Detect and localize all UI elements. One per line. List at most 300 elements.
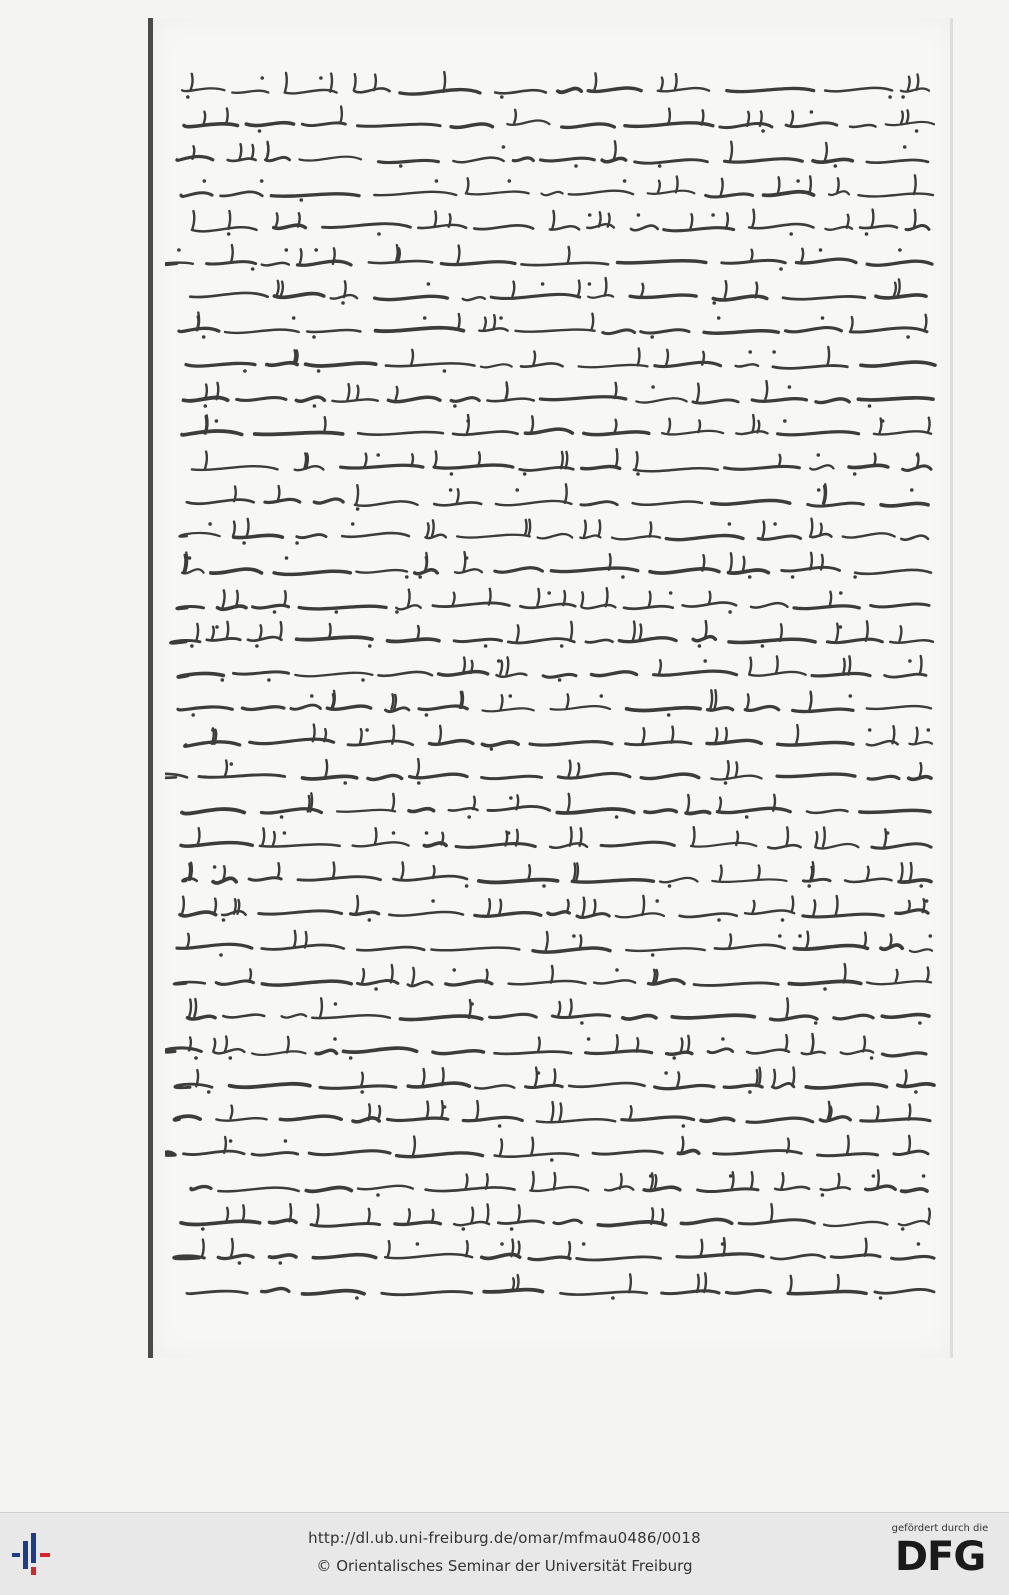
ink-stroke	[432, 520, 434, 536]
ink-stroke	[212, 627, 214, 639]
ink-stroke	[455, 569, 482, 573]
ink-stroke	[801, 249, 803, 262]
ink-stroke	[312, 1015, 390, 1018]
ink-stroke	[358, 124, 441, 126]
ink-stroke	[356, 570, 407, 573]
ink-stroke	[378, 1106, 380, 1120]
ink-stroke	[712, 500, 790, 504]
ink-dot	[839, 591, 843, 595]
ink-stroke	[763, 522, 765, 538]
manuscript-line	[165, 722, 950, 752]
ink-stroke	[221, 192, 263, 196]
ink-stroke	[843, 659, 845, 675]
ink-dot	[427, 282, 431, 286]
ink-stroke	[687, 795, 689, 812]
ink-stroke	[720, 866, 722, 880]
ink-stroke	[572, 880, 653, 882]
ink-stroke	[776, 656, 778, 673]
ink-stroke	[223, 1015, 264, 1018]
ink-dot	[839, 625, 843, 629]
ink-stroke	[808, 503, 864, 506]
ink-stroke	[174, 982, 205, 984]
ink-stroke	[396, 245, 398, 261]
ink-stroke	[369, 261, 432, 263]
ink-stroke	[303, 776, 357, 779]
ink-stroke	[790, 1276, 792, 1293]
ink-stroke	[432, 1210, 434, 1223]
ink-stroke	[816, 832, 818, 846]
ink-dot	[853, 575, 857, 579]
ink-stroke	[593, 1151, 662, 1154]
ink-stroke	[184, 124, 238, 127]
ink-stroke	[717, 808, 790, 812]
ink-stroke	[680, 914, 737, 917]
ink-stroke	[417, 626, 419, 640]
ink-stroke	[499, 900, 501, 915]
ink-dot	[865, 232, 869, 236]
ink-dot	[772, 350, 776, 354]
ink-stroke	[357, 386, 359, 400]
ink-dot	[425, 831, 429, 835]
ink-stroke	[825, 143, 827, 160]
ink-stroke	[630, 295, 696, 297]
ink-stroke	[260, 625, 262, 639]
ink-stroke	[340, 107, 342, 124]
ink-stroke	[540, 397, 625, 400]
ink-stroke	[899, 1221, 929, 1225]
ink-stroke	[344, 281, 346, 297]
ink-stroke	[236, 591, 238, 607]
ink-stroke	[431, 948, 519, 951]
ink-stroke	[697, 384, 699, 401]
ink-stroke	[655, 1085, 714, 1088]
ink-stroke	[537, 589, 539, 605]
ink-stroke	[751, 250, 753, 262]
ink-stroke	[278, 863, 280, 878]
ink-stroke	[658, 88, 709, 91]
ink-stroke	[671, 727, 673, 743]
ink-dot	[443, 1105, 447, 1109]
ink-dot	[664, 1071, 668, 1075]
ink-stroke	[778, 742, 853, 745]
ink-stroke	[520, 604, 575, 608]
ink-stroke	[240, 144, 242, 159]
ink-stroke	[812, 673, 870, 676]
ink-stroke	[434, 211, 436, 226]
ink-dot	[452, 968, 456, 972]
ink-stroke	[658, 181, 660, 193]
ink-dot	[778, 934, 782, 938]
ink-dot	[658, 164, 662, 168]
ink-stroke	[894, 1151, 928, 1154]
ink-dot	[667, 713, 671, 717]
ink-dot	[251, 267, 255, 271]
manuscript-line	[165, 242, 950, 272]
ink-stroke	[517, 625, 519, 641]
manuscript-line	[165, 928, 950, 958]
ink-stroke	[909, 1105, 911, 1120]
ink-stroke	[551, 966, 553, 983]
ink-stroke	[344, 1048, 417, 1052]
ink-dot	[761, 644, 765, 648]
ink-stroke	[811, 519, 813, 536]
ink-dot	[721, 1242, 725, 1246]
ink-dot	[498, 1124, 502, 1128]
ink-stroke	[793, 709, 853, 711]
ink-stroke	[182, 88, 224, 91]
ink-dot	[542, 884, 546, 888]
ink-stroke	[223, 590, 225, 606]
ink-stroke	[643, 728, 645, 743]
ink-dot	[292, 316, 296, 320]
ink-stroke	[645, 810, 676, 813]
ink-stroke	[252, 1051, 305, 1055]
ink-stroke	[386, 363, 475, 366]
ink-stroke	[190, 293, 268, 297]
ink-dot	[807, 884, 811, 888]
ink-stroke	[374, 192, 456, 196]
ink-dot	[418, 575, 422, 579]
ink-stroke	[516, 795, 518, 809]
ink-stroke	[518, 1242, 520, 1257]
ink-stroke	[701, 1118, 734, 1121]
ink-stroke	[633, 502, 702, 505]
ink-stroke	[739, 1220, 814, 1224]
manuscript-line	[165, 104, 950, 134]
ink-dot	[901, 1227, 905, 1231]
ink-stroke	[484, 318, 486, 330]
ink-stroke	[351, 912, 379, 914]
ink-stroke	[598, 520, 600, 536]
manuscript-line	[165, 893, 950, 923]
ink-stroke	[616, 1035, 618, 1051]
ink-dot	[208, 522, 212, 526]
ink-dot	[465, 884, 469, 888]
ink-stroke	[453, 593, 455, 605]
ink-stroke	[191, 74, 193, 89]
ink-stroke	[409, 809, 434, 812]
ink-stroke	[626, 742, 691, 745]
ink-stroke	[640, 625, 642, 640]
ink-dot	[849, 694, 853, 698]
ink-stroke	[379, 672, 433, 676]
ink-stroke	[719, 798, 721, 811]
ink-stroke	[866, 621, 868, 641]
ink-stroke	[389, 912, 463, 916]
ink-stroke	[825, 88, 892, 91]
ink-stroke	[353, 1118, 379, 1122]
ink-dot	[910, 488, 914, 492]
ink-stroke	[199, 775, 285, 777]
ink-stroke	[760, 112, 762, 126]
ink-stroke	[486, 1174, 488, 1188]
ink-stroke	[434, 465, 513, 468]
ink-dot	[260, 179, 264, 183]
ink-dot	[230, 762, 234, 766]
ink-stroke	[773, 366, 847, 369]
ink-dot	[507, 831, 511, 835]
ink-stroke	[511, 1240, 513, 1257]
ink-stroke	[592, 672, 637, 676]
ink-dot	[773, 522, 777, 526]
ink-stroke	[189, 1000, 191, 1017]
ink-stroke	[513, 282, 515, 297]
ink-stroke	[725, 728, 727, 742]
ink-stroke	[850, 125, 876, 127]
ink-stroke	[642, 284, 644, 295]
ink-stroke	[426, 1187, 515, 1191]
ink-stroke	[458, 246, 460, 263]
ink-dot	[510, 1227, 514, 1231]
ink-stroke	[569, 191, 633, 195]
ink-stroke	[560, 1104, 562, 1121]
ink-stroke	[810, 553, 812, 570]
ink-stroke	[928, 418, 930, 433]
ink-stroke	[759, 1068, 761, 1086]
ink-stroke	[606, 588, 608, 606]
ink-stroke	[320, 1086, 396, 1088]
ink-stroke	[454, 639, 501, 641]
ink-stroke	[281, 282, 283, 295]
ink-stroke	[514, 110, 516, 123]
ink-stroke	[829, 592, 831, 607]
ink-dot	[655, 899, 659, 903]
ink-dot	[280, 815, 284, 819]
ink-dot	[377, 232, 381, 236]
ink-stroke	[458, 314, 460, 330]
page-edge	[950, 18, 953, 1358]
ink-stroke	[518, 1205, 520, 1222]
ink-stroke	[614, 141, 616, 159]
ink-stroke	[676, 177, 678, 193]
ink-stroke	[616, 913, 664, 917]
ink-stroke	[531, 1138, 533, 1155]
ink-dot	[343, 781, 347, 785]
ink-stroke	[464, 552, 466, 571]
ink-dot	[587, 1037, 591, 1041]
ink-stroke	[181, 1221, 260, 1224]
ink-stroke	[382, 1292, 472, 1295]
ink-stroke	[920, 656, 922, 674]
ink-stroke	[355, 501, 418, 505]
ink-dot	[443, 369, 447, 373]
ink-stroke	[668, 419, 670, 432]
ink-stroke	[927, 968, 929, 982]
ink-stroke	[182, 431, 242, 435]
ink-stroke	[841, 1050, 873, 1054]
ink-stroke	[488, 399, 534, 402]
ink-stroke	[271, 194, 359, 196]
ink-dot	[588, 282, 592, 286]
manuscript-line	[165, 859, 950, 889]
ink-stroke	[294, 350, 296, 363]
ink-stroke	[867, 867, 869, 880]
ink-dot	[417, 781, 421, 785]
ink-stroke	[749, 658, 751, 674]
ink-stroke	[262, 809, 322, 813]
ink-stroke	[361, 1073, 363, 1087]
ink-stroke	[457, 535, 530, 538]
ink-stroke	[821, 1187, 850, 1190]
ink-stroke	[489, 589, 491, 605]
ink-stroke	[270, 1255, 296, 1257]
ink-stroke	[901, 88, 929, 91]
ink-stroke	[355, 88, 390, 92]
ink-stroke	[816, 399, 849, 403]
ink-stroke	[233, 522, 235, 537]
ink-stroke	[354, 74, 356, 90]
ink-stroke	[285, 73, 287, 92]
ink-dot	[431, 899, 435, 903]
manuscript-line	[165, 1065, 950, 1095]
ink-dot	[295, 541, 299, 545]
ink-stroke	[681, 1219, 731, 1223]
manuscript-line	[165, 70, 950, 100]
ink-stroke	[823, 828, 825, 847]
ink-stroke	[758, 536, 800, 539]
ink-stroke	[735, 762, 737, 777]
ink-stroke	[636, 398, 686, 402]
ink-stroke	[882, 1053, 926, 1056]
ink-stroke	[551, 568, 637, 572]
ink-stroke	[463, 297, 485, 300]
ink-dot	[215, 625, 219, 629]
ink-stroke	[843, 533, 895, 537]
ink-stroke	[543, 674, 576, 677]
ink-dot	[717, 918, 721, 922]
ink-stroke	[330, 74, 332, 92]
ink-dot	[623, 179, 627, 183]
footer-bar	[0, 1512, 1009, 1595]
manuscript-line	[165, 516, 950, 546]
ink-stroke	[675, 74, 677, 90]
ink-stroke	[174, 1256, 205, 1259]
ink-stroke	[831, 1255, 880, 1258]
ink-dot	[637, 213, 641, 217]
ink-stroke	[205, 385, 207, 400]
ink-stroke	[691, 843, 756, 847]
ink-dot	[834, 164, 838, 168]
ink-dot	[500, 1242, 504, 1246]
ink-stroke	[603, 330, 635, 334]
ink-dot	[870, 1056, 874, 1060]
ink-stroke	[633, 622, 635, 640]
ink-dot	[368, 644, 372, 648]
ink-dot	[872, 1174, 876, 1178]
ink-stroke	[426, 1102, 428, 1119]
ink-dot	[211, 728, 215, 732]
ink-stroke	[765, 381, 767, 399]
ink-stroke	[186, 363, 255, 366]
ink-dot	[682, 1124, 686, 1128]
ink-stroke	[666, 536, 743, 540]
ink-stroke	[563, 591, 565, 605]
ink-stroke	[834, 1015, 873, 1019]
ink-dot	[703, 659, 707, 663]
ink-dot	[853, 472, 857, 476]
ink-stroke	[252, 1153, 298, 1156]
ink-dot	[908, 659, 912, 663]
ink-stroke	[435, 451, 437, 466]
ink-stroke	[914, 210, 916, 229]
ink-stroke	[528, 520, 530, 536]
ink-stroke	[314, 499, 343, 503]
ink-stroke	[358, 1186, 413, 1189]
ink-stroke	[306, 363, 376, 366]
ink-stroke	[397, 1153, 483, 1157]
ink-stroke	[411, 454, 413, 466]
ink-stroke	[773, 1070, 775, 1086]
ink-stroke	[394, 695, 396, 709]
ink-stroke	[677, 1254, 763, 1257]
ink-stroke	[491, 294, 580, 298]
ink-stroke	[500, 661, 502, 674]
ink-dot	[898, 248, 902, 252]
ink-stroke	[483, 708, 534, 711]
ink-stroke	[697, 1275, 699, 1292]
ink-dot	[537, 1071, 541, 1075]
ink-stroke	[469, 1000, 471, 1018]
ink-stroke	[899, 880, 931, 882]
ink-dot	[500, 95, 504, 99]
ink-dot	[728, 610, 732, 614]
ink-dot	[283, 831, 287, 835]
ink-stroke	[488, 806, 550, 810]
ink-stroke	[493, 315, 495, 330]
ink-stroke	[796, 259, 856, 263]
ink-dot	[509, 796, 513, 800]
ink-dot	[435, 179, 439, 183]
ink-stroke	[732, 1172, 734, 1189]
ink-stroke	[570, 827, 572, 845]
ink-stroke	[909, 742, 932, 744]
manuscript-line	[165, 550, 950, 580]
ink-dot	[207, 1090, 211, 1094]
ink-stroke	[758, 421, 760, 433]
ink-stroke	[785, 1035, 787, 1051]
ink-dot	[574, 164, 578, 168]
ink-dot	[558, 678, 562, 682]
source-url[interactable]: http://dl.ub.uni-freiburg.de/omar/mfmau0486/0018	[308, 1529, 701, 1547]
ink-stroke	[289, 1204, 291, 1221]
ink-stroke	[619, 638, 676, 642]
ink-stroke	[703, 555, 705, 570]
ink-stroke	[586, 1051, 652, 1054]
ink-dot	[416, 1242, 420, 1246]
funder-caption: gefördert durch die	[891, 1523, 989, 1534]
manuscript-line	[165, 585, 950, 615]
ink-stroke	[642, 896, 644, 915]
ink-stroke	[512, 1278, 514, 1290]
ink-stroke	[850, 328, 927, 332]
ink-stroke	[388, 639, 439, 641]
ink-stroke	[517, 1275, 519, 1291]
ink-stroke	[466, 192, 529, 195]
ink-stroke	[457, 489, 459, 503]
ink-stroke	[188, 1016, 216, 1019]
ink-stroke	[255, 432, 343, 434]
ink-stroke	[467, 178, 469, 192]
ink-stroke	[890, 935, 892, 948]
ink-dot	[177, 248, 181, 252]
ink-dot	[215, 419, 219, 423]
manuscript-line	[165, 447, 950, 477]
ink-stroke	[177, 607, 204, 609]
ink-stroke	[294, 931, 296, 948]
ink-stroke	[916, 728, 918, 743]
ink-stroke	[211, 569, 262, 573]
ink-stroke	[442, 1068, 444, 1085]
